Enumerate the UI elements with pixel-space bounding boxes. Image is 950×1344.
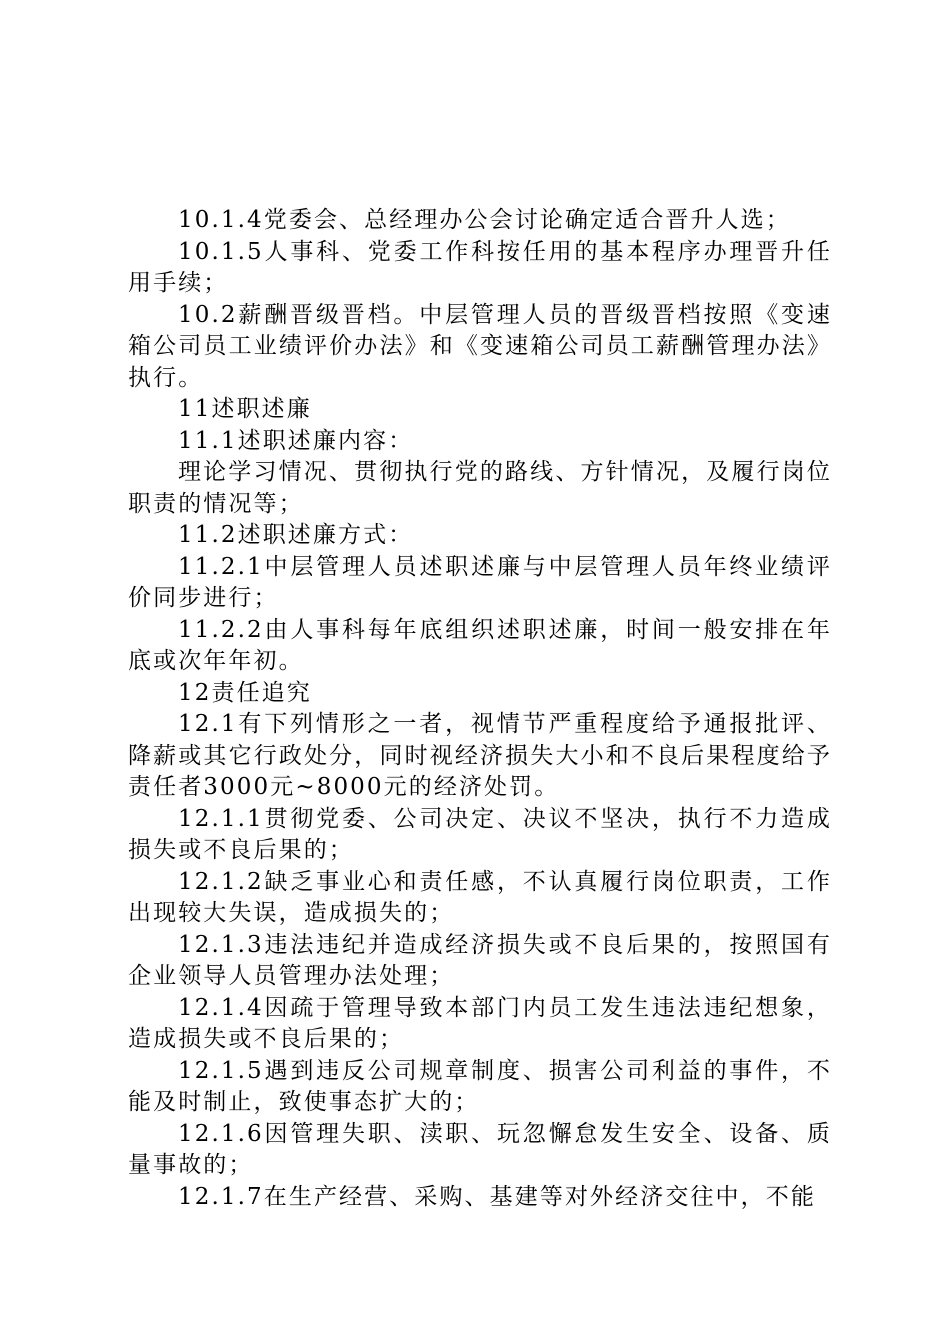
- paragraph-11-1: 11.1述职述廉内容：: [178, 427, 414, 454]
- paragraph-12-1-5: 12.1.5遇到违反公司规章制度、损害公司利益的事件，不能及时制止，致使事态扩大的；: [128, 1057, 832, 1115]
- paragraph-12-1-2: 12.1.2缺乏事业心和责任感，不认真履行岗位职责，工作出现较大失误，造成损失的；: [128, 868, 832, 926]
- paragraph-11-2: 11.2述职述廉方式：: [178, 522, 414, 548]
- section-heading-11: 11述职述廉: [178, 396, 312, 422]
- paragraph-12-1-1: 12.1.1贯彻党委、公司决定、决议不坚决，执行不力造成损失或不良后果的；: [128, 805, 832, 863]
- paragraph-10-2: 10.2薪酬晋级晋档。中层管理人员的晋级晋档按照《变速箱公司员工业绩评价办法》和《变速箱公司员工薪酬管理办法》执行。: [128, 301, 832, 391]
- paragraph-12-1-3: 12.1.3违法违纪并造成经济损失或不良后果的，按照国有企业领导人员管理办法处理；: [128, 931, 832, 989]
- paragraph-11-2-2: 11.2.2由人事科每年底组织述职述廉，时间一般安排在年底或次年年初。: [128, 616, 832, 674]
- paragraph-11-2-1: 11.2.1中层管理人员述职述廉与中层管理人员年终业绩评价同步进行；: [128, 553, 832, 611]
- paragraph-11-1-content: 理论学习情况、贯彻执行党的路线、方针情况，及履行岗位职责的情况等；: [128, 459, 832, 517]
- paragraph-12-1-7: 12.1.7在生产经营、采购、基建等对外经济交往中，不能: [178, 1183, 816, 1210]
- paragraph-12-1-6: 12.1.6因管理失职、渎职、玩忽懈怠发生安全、设备、质量事故的；: [128, 1120, 832, 1178]
- document-body: [128, 205, 832, 1213]
- paragraph-10-1-4: 10.1.4党委会、总经理办公会讨论确定适合晋升人选；: [178, 207, 791, 233]
- paragraph-12-1-4: 12.1.4因疏于管理导致本部门内员工发生违法违纪想象，造成损失或不良后果的；: [128, 994, 832, 1052]
- section-heading-12: 12责任追究: [178, 679, 312, 706]
- paragraph-12-1: 12.1有下列情形之一者，视情节严重程度给予通报批评、降薪或其它行政处分，同时视经济损失大小和不良后果程度给予责任者3000元~8000元的经济处罚。: [128, 711, 832, 800]
- paragraph-10-1-5: 10.1.5人事科、党委工作科按任用的基本程序办理晋升任用手续；: [128, 238, 832, 296]
